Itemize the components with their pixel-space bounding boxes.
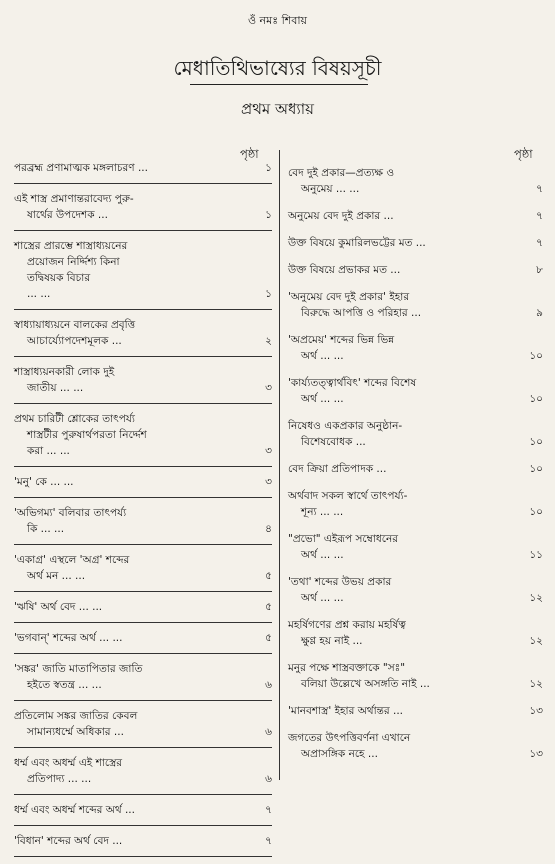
toc-entry-text: ষার্থের উপদেশক ... (27, 209, 108, 221)
toc-page-number: ৭ (265, 804, 272, 816)
chapter-heading: প্রথম অধ্যায় (241, 100, 314, 118)
title-underline (190, 84, 368, 85)
toc-entry-text: 'বিধান' শব্দের অর্থ বেদ ... (14, 835, 123, 847)
toc-entry (14, 505, 272, 545)
toc-page-number: ১২ (529, 678, 543, 690)
toc-entry (14, 474, 272, 498)
toc-page-number: ১০ (529, 463, 543, 475)
toc-entry-text: বিশেষবোধক ... (301, 436, 366, 448)
toc-entry (288, 375, 543, 407)
toc-page-number: ৩ (265, 382, 272, 394)
toc-page-number: ১৩ (529, 705, 543, 717)
toc-entry-text: 'তথা' শব্দের উভয় প্রকার (288, 576, 392, 588)
toc-entry (288, 461, 543, 477)
toc-entry-text: 'অনুমেয় বেদ দুই প্রকার' ইহার (288, 291, 410, 303)
toc-page-number: ৯ (536, 307, 543, 319)
toc-entry-text: শাস্ত্রাধ্যয়নকারী লোক দুই (14, 366, 115, 378)
toc-page-number: ৪ (265, 523, 272, 535)
toc-entry (288, 332, 543, 364)
invocation: ওঁ নমঃ শিবায় (247, 14, 308, 27)
toc-entry (288, 208, 543, 224)
toc-page-number: ১ (265, 209, 272, 221)
toc-entry-text: অর্থ ... ... (301, 350, 344, 362)
toc-entry-text: 'সঙ্কর' জাতি মাতাপিতার জাতি (14, 663, 143, 675)
toc-page-number: ৮ (536, 264, 543, 276)
page-title: মেধাতিথিভাষ্যের বিষয়সূচী (173, 56, 382, 80)
toc-page-number: ১ (265, 162, 272, 174)
toc-entry (14, 552, 272, 592)
toc-entry (288, 488, 543, 520)
toc-entry-text: ক্ষুণ্ণ হয় নাই ... (301, 635, 363, 647)
toc-entry (288, 165, 543, 197)
toc-page-number: ৩ (265, 476, 272, 488)
toc-page-number: ৭ (536, 237, 543, 249)
toc-entry (14, 364, 272, 404)
toc-entry-text: "প্রভো" এইরূপ সম্বোধনের (288, 533, 399, 545)
toc-entry-text: জাতীয় ... ... (27, 382, 84, 394)
toc-entry-text: হইতে স্বতন্ত্র ... ... (27, 679, 102, 691)
toc-page-number: ৫ (265, 632, 272, 644)
left-column (14, 160, 272, 864)
toc-page-number: ২ (265, 335, 272, 347)
toc-page-number: ১২ (529, 635, 543, 647)
toc-entry-text: অর্থ ... ... (301, 393, 344, 405)
toc-entry (288, 703, 543, 719)
toc-page-number: ১১ (529, 549, 543, 561)
toc-entry-text: 'ভগবান্' শব্দের অর্থ ... ... (14, 632, 123, 644)
toc-entry-text: কি ... ... (27, 523, 65, 535)
toc-entry-text: জগতের উৎপত্তিবর্ণনা এখানে (288, 732, 411, 744)
toc-entry-text: নিষেধও একপ্রকার অনুষ্ঠান- (288, 420, 403, 432)
toc-entry-text: 'ঋষি' অর্থ বেদ ... ... (14, 601, 103, 613)
toc-entry (14, 755, 272, 795)
toc-entry-text: অনুমেয় বেদ দুই প্রকার ... (288, 210, 394, 222)
toc-entry-text: পরব্রহ্ম প্রণামাত্মক মঙ্গলাচরণ ... (14, 162, 148, 174)
toc-page-number: ৬ (265, 773, 272, 785)
toc-entry-text: প্রতিলোম সঙ্কর জাতির কেবল (14, 710, 138, 722)
toc-entry-text: অর্থ মন ... ... (27, 570, 86, 582)
toc-entry-text: আচার্য্যোপদেশমূলক ... (27, 335, 122, 347)
toc-entry (14, 708, 272, 748)
toc-entry-text: 'মনু' কে ... ... (14, 476, 74, 488)
toc-entry-text: অর্থ ... ... (301, 592, 344, 604)
toc-page-number: ৩ (265, 445, 272, 457)
toc-entry (288, 289, 543, 321)
toc-entry (288, 617, 543, 649)
toc-page-number: ৬ (265, 679, 272, 691)
toc-entry-text: অনুমেয় ... ... (301, 183, 360, 195)
toc-entry-text: শূন্য ... ... (301, 506, 344, 518)
right-page-column-label: পৃষ্ঠা (514, 147, 533, 161)
toc-entry-text: সামান্যধর্ম্মে অধিকার ... (27, 726, 124, 738)
toc-entry (288, 418, 543, 450)
right-column (288, 165, 543, 773)
toc-page-number: ১০ (529, 350, 543, 362)
toc-page-number: ১ (265, 288, 272, 300)
toc-entry (14, 661, 272, 701)
toc-entry-text: স্বাধ্যায়াধ্যয়নে বালকের প্রবৃত্তি (14, 319, 136, 331)
toc-entry-text: অপ্রাসঙ্গিক নহে ... (301, 748, 378, 760)
toc-entry-text: বেদ দুই প্রকার—প্রত্যক্ষ ও (288, 167, 395, 179)
toc-page-number: ৭ (536, 210, 543, 222)
toc-entry (14, 191, 272, 231)
toc-entry (288, 262, 543, 278)
toc-page-number: ১০ (529, 436, 543, 448)
toc-page-number: ১০ (529, 506, 543, 518)
toc-entry (288, 235, 543, 251)
toc-entry-text: অর্থবাদ সকল স্বার্থে তাৎপর্য্য- (288, 490, 408, 502)
toc-entry-text: অর্থ ... ... (301, 549, 344, 561)
toc-entry-text: বিরুদ্ধে আপত্তি ও পরিহার ... (301, 307, 422, 319)
toc-entry (288, 660, 543, 692)
toc-entry-text: বলিয়া উল্লেখে অসঙ্গতি নাই ... (301, 678, 430, 690)
toc-entry-text: 'অপ্রমেয়' শব্দের ভিন্ন ভিন্ন (288, 334, 395, 346)
toc-page-number: ১৩ (529, 748, 543, 760)
toc-entry-text: 'কার্য্যতত্ত্বার্থবিৎ' শব্দের বিশেষ (288, 377, 417, 389)
toc-entry-text: 'একাগ্র' এস্থলে 'অগ্র' শব্দের (14, 554, 130, 566)
toc-entry-text: তদ্বিষয়ক বিচার (27, 272, 91, 284)
toc-entry-text: প্রয়োজন নির্দ্দিশ্য কিনা (27, 256, 120, 268)
toc-entry (14, 599, 272, 623)
toc-entry (288, 730, 543, 762)
toc-entry-text: শাস্ত্রটীর পুরুষার্থপরতা নির্দ্দেশ (27, 429, 147, 441)
toc-entry-text: প্রতিপাদ্য ... ... (27, 773, 92, 785)
toc-entry (14, 411, 272, 467)
toc-entry (288, 531, 543, 563)
toc-page-number: ৬ (265, 726, 272, 738)
toc-entry-text: উক্ত বিষয়ে প্রভাকর মত ... (288, 264, 401, 276)
toc-page-number: ৭ (536, 183, 543, 195)
toc-entry-text: প্রথম চারিটী শ্লোকের তাৎপর্য্য (14, 413, 135, 425)
toc-entry-text: এই শাস্ত্র প্রমাণান্তরাবেদ্য পুরু- (14, 193, 134, 205)
toc-entry-text: বেদ ক্রিয়া প্রতিপাদক ... (288, 463, 387, 475)
toc-entry-text: ধর্ম্ম এবং অধর্ম্ম শব্দের অর্থ ... (14, 804, 135, 816)
left-page-column-label: পৃষ্ঠা (240, 147, 259, 161)
toc-page-number: ১০ (529, 393, 543, 405)
toc-entry-text: করা ... ... (27, 445, 70, 457)
toc-entry-text: মহর্ষিগণের প্রশ্ন করায় মহর্ষিত্ব (288, 619, 406, 631)
toc-entry-text: 'অভিগম্য' বলিবার তাৎপর্য্য (14, 507, 127, 519)
toc-entry-text: মনুর পক্ষে শাস্ত্রবক্তাকে "সঃ" (288, 662, 406, 674)
toc-entry-text: ধর্ম্ম এবং অধর্ম্ম এই শাস্ত্রের (14, 757, 123, 769)
toc-entry-text: উক্ত বিষয়ে কুমারিলভট্টের মত ... (288, 237, 426, 249)
column-divider (279, 150, 280, 780)
toc-page-number: ১২ (529, 592, 543, 604)
toc-page-number: ৫ (265, 570, 272, 582)
toc-page-number: ৭ (265, 835, 272, 847)
toc-entry (14, 630, 272, 654)
toc-entry-text: শাস্ত্রের প্রারম্ভে শাস্ত্রাধ্যয়নের (14, 240, 128, 252)
toc-entry (14, 238, 272, 310)
toc-entry (14, 833, 272, 857)
toc-entry (14, 317, 272, 357)
toc-entry-text: 'মানবশাস্ত্র' ইহার অর্থান্তর ... (288, 705, 404, 717)
toc-entry (14, 802, 272, 826)
toc-entry-text: ... ... (27, 288, 51, 300)
toc-entry (14, 160, 272, 184)
toc-page-number: ৫ (265, 601, 272, 613)
toc-entry (288, 574, 543, 606)
